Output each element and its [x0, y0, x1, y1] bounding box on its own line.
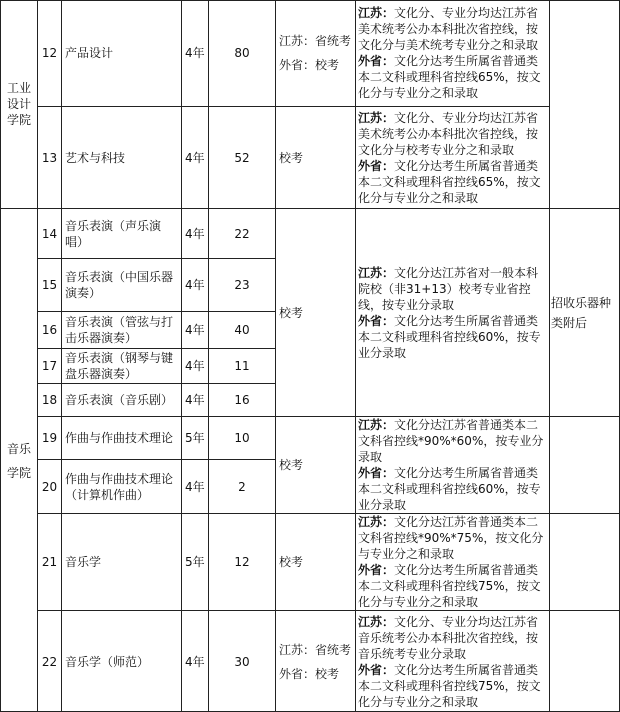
grid-line — [0, 0, 620, 1]
exam-mode: 校考 — [279, 458, 304, 472]
study-years: 5年 — [185, 555, 205, 569]
exam-mode: 江苏：省统考 外省：校考 — [279, 34, 352, 72]
grid-line — [61, 0, 62, 712]
enrollment-plan: 10 — [234, 431, 250, 445]
enrollment-plan: 40 — [234, 323, 250, 337]
exam-mode: 江苏：省统考 外省：校考 — [279, 642, 352, 681]
major-name: 音乐表演（音乐剧） — [65, 393, 174, 407]
college-name: 工业 设计 学院 — [6, 81, 31, 127]
row-number: 20 — [41, 479, 58, 494]
grid-line — [37, 610, 620, 611]
admission-requirement: 江苏：文化分、专业分均达江苏省音乐统考公办本科批次省控线，按音乐统考专业分录取 外省：文化分达考生所属省普通类本二文科或理科省控线75%，按文化分与专业分之和录取 — [358, 614, 541, 709]
grid-line — [37, 348, 276, 349]
row-number: 19 — [41, 431, 58, 445]
admission-requirement: 江苏：文化分达江苏省普通类本二文科省控线*90%*75%，按文化分与专业分之和录取 外省：文化分达考生所属省普通类本二文科或理科省控线75%，按文化分与专业分之和录取 — [358, 515, 544, 609]
admission-requirement: 江苏：文化分达江苏省对一般本科院校（非31+13）校考专业省控线，按专业分录取 外省：文化分达考生所属省普通类本二文科或理科省控线60%，按专业分录取 — [358, 265, 541, 360]
major-name: 音乐表演（中国乐器 演奏） — [65, 270, 174, 300]
grid-line — [0, 208, 620, 209]
grid-line — [208, 0, 209, 712]
row-number: 16 — [41, 323, 58, 337]
grid-line — [37, 0, 38, 712]
admission-requirement: 江苏：文化分、专业分均达江苏省美术统考公办本科批次省控线，按文化分与校考专业分之和录取 外省：文化分达考生所属省普通类本二文科或理科省控线65%，按文化分与专业分之和录取 — [358, 110, 541, 205]
study-years: 4年 — [185, 226, 205, 241]
study-years: 4年 — [185, 654, 205, 669]
college-cell — [1, 209, 37, 712]
enrollment-plan: 11 — [234, 359, 250, 373]
grid-line — [37, 459, 276, 460]
study-years: 5年 — [185, 431, 205, 445]
exam-mode: 校考 — [279, 305, 304, 320]
grid-line — [355, 0, 356, 712]
row-number: 21 — [41, 555, 58, 569]
major-name: 音乐学（师范） — [65, 654, 150, 669]
grid-line — [37, 258, 276, 259]
study-years: 4年 — [185, 393, 205, 407]
college-name: 音乐 学院 — [6, 441, 31, 480]
study-years: 4年 — [185, 150, 205, 165]
remark: 招收乐器种 类附后 — [551, 295, 612, 330]
study-years: 4年 — [185, 46, 205, 60]
enrollment-plan: 2 — [238, 479, 246, 494]
grid-line — [37, 106, 549, 107]
row-number: 13 — [41, 150, 58, 165]
exam-mode: 校考 — [279, 555, 304, 569]
row-number: 17 — [41, 359, 58, 373]
study-years: 4年 — [185, 359, 205, 373]
enrollment-plan: 80 — [234, 46, 250, 60]
admission-requirement: 江苏：文化分达江苏省普通类本二文科省控线*90%*60%，按专业分录取 外省：文化分达考生所属省普通类本二文科或理科省控线60%，按专业分录取 — [358, 418, 544, 512]
row-number: 22 — [41, 654, 58, 669]
major-name: 音乐表演（管弦与打 击乐器演奏） — [65, 315, 174, 345]
grid-line — [549, 0, 550, 712]
grid-line — [275, 0, 276, 712]
enrollment-plan: 52 — [234, 150, 250, 165]
grid-line — [37, 383, 276, 384]
enrollment-plan: 16 — [234, 393, 250, 407]
college-cell — [1, 0, 37, 208]
enrollment-plan: 22 — [234, 226, 250, 241]
study-years: 4年 — [185, 278, 205, 292]
enrollment-plan: 23 — [234, 278, 250, 292]
grid-line — [181, 0, 182, 712]
row-number: 12 — [41, 46, 58, 60]
study-years: 4年 — [185, 323, 205, 337]
major-name: 艺术与科技 — [65, 150, 126, 165]
enrollment-plan: 12 — [234, 555, 250, 569]
study-years: 4年 — [185, 479, 205, 494]
major-name: 音乐表演（声乐演 唱） — [65, 218, 162, 249]
major-name: 作曲与作曲技术理论 （计算机作曲） — [65, 471, 174, 502]
grid-line — [37, 513, 620, 514]
row-number: 15 — [41, 278, 58, 292]
exam-mode: 校考 — [279, 150, 304, 165]
major-name: 产品设计 — [65, 46, 114, 60]
grid-line — [37, 311, 276, 312]
row-number: 18 — [41, 393, 58, 407]
major-name: 音乐学 — [65, 555, 102, 569]
major-name: 作曲与作曲技术理论 — [65, 431, 174, 445]
grid-line — [37, 416, 620, 417]
enrollment-plan: 30 — [234, 654, 250, 669]
admission-requirement: 江苏：文化分、专业分均达江苏省美术统考公办本科批次省控线，按文化分与美术统考专业分之和录取 外省：文化分达考生所属省普通类本二文科或理科省控线65%，按文化分与专业分之和录取 — [358, 6, 541, 100]
major-name: 音乐表演（钢琴与键 盘乐器演奏） — [65, 351, 174, 381]
row-number: 14 — [41, 226, 58, 241]
grid-line — [0, 0, 1, 712]
